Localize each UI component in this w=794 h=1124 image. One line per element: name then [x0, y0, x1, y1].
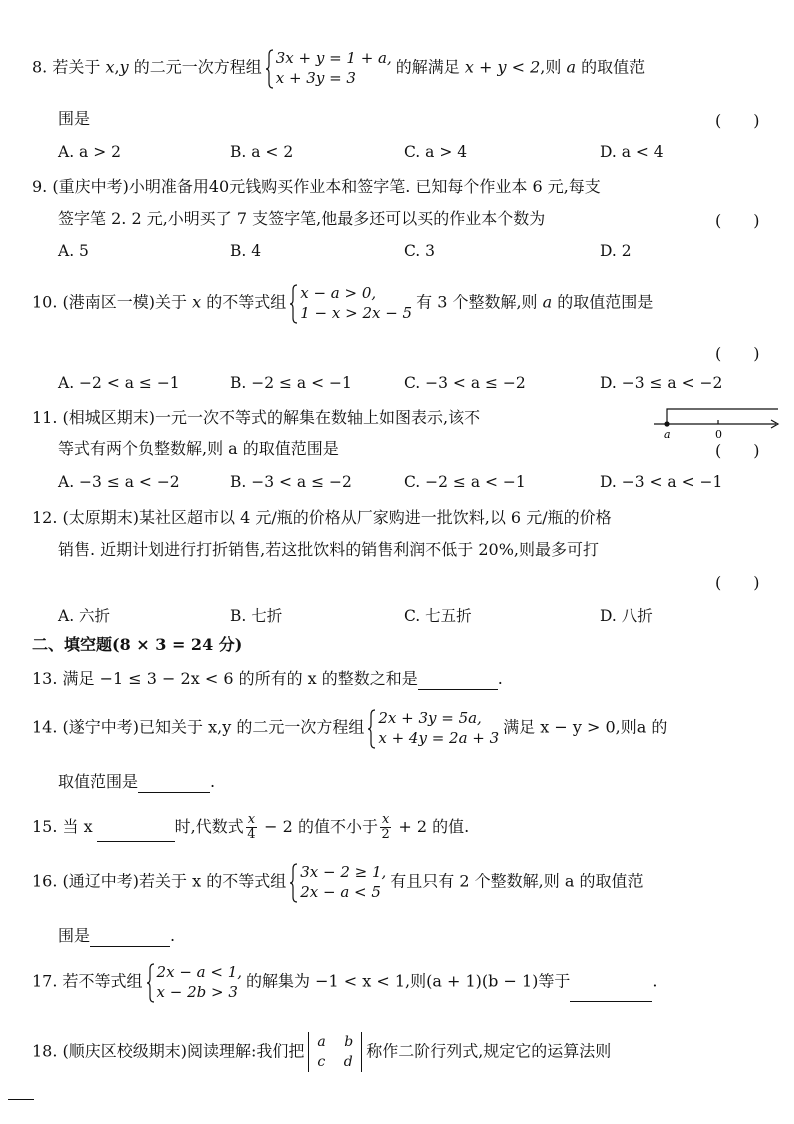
q12-line2: 销售. 近期计划进行打折销售,若这批饮料的销售利润不低于 20%,则最多可打: [58, 540, 599, 559]
q17-answer-blank[interactable]: [570, 985, 652, 1002]
q16-inequality-system: 3x − 2 ≥ 1, 2x − a < 5: [290, 862, 386, 902]
q15-line: 15. 当 x 时,代数式 $\frac{x}{4}$ − 2 的值不小于 $\frac{x}{2}$ + 2 的值.: [32, 812, 470, 842]
q14-answer-blank[interactable]: [138, 776, 210, 793]
q12-option-c[interactable]: C. 七五折: [404, 607, 472, 625]
q10-answer-paren: ( ): [715, 344, 760, 363]
q12-option-b[interactable]: B. 七折: [230, 607, 283, 625]
q15-fraction-x-over-2: $\frac{x}{2}$: [381, 812, 390, 842]
q13-answer-blank[interactable]: [418, 673, 498, 690]
q16-line1: 16. (通辽中考)若关于 x 的不等式组 3x − 2 ≥ 1, 2x − a < 5 有且只有 2 个整数解,则 a 的取值范: [32, 863, 644, 901]
q15-answer-blank[interactable]: [97, 825, 175, 842]
q9-line2: 签字笔 2. 2 元,小明买了 7 支签字笔,他最多还可以买的作业本个数为: [58, 209, 546, 228]
q8-line1: 8. 若关于 x,y 的二元一次方程组 3x + y = 1 + a, x + 3y = 3 的解满足 x + y < 2,则 a 的取值范: [32, 49, 646, 87]
q12-option-a[interactable]: A. 六折: [58, 607, 111, 625]
q11-option-b[interactable]: B. −3 < a ≤ −2: [230, 473, 352, 491]
q16-answer-blank[interactable]: [90, 930, 170, 947]
q8-equation-system: 3x + y = 1 + a, x + 3y = 3: [266, 48, 392, 88]
q16-line2: 围是 .: [58, 926, 176, 945]
q12-line1: 12. (太原期末)某社区超市以 4 元/瓶的价格从厂家购进一批饮料,以 6 元/瓶的价格: [32, 508, 612, 527]
q8-option-a[interactable]: A. a > 2: [58, 143, 121, 161]
q11-option-c[interactable]: C. −2 ≤ a < −1: [404, 473, 526, 491]
q9-option-d[interactable]: D. 2: [600, 242, 632, 260]
q17-line: 17. 若不等式组 2x − a < 1, x − 2b > 3 的解集为 −1 < x < 1,则(a + 1)(b − 1)等于 .: [32, 963, 658, 1001]
q9-option-a[interactable]: A. 5: [58, 242, 89, 260]
q18-determinant: a b c d: [308, 1032, 362, 1072]
q8-option-c[interactable]: C. a > 4: [404, 143, 468, 161]
q10-option-d[interactable]: D. −3 ≤ a < −2: [600, 374, 723, 392]
q8-option-b[interactable]: B. a < 2: [230, 143, 294, 161]
page-footer-rule: [8, 1099, 34, 1100]
q11-option-d[interactable]: D. −3 < a < −1: [600, 473, 723, 491]
q8-option-d[interactable]: D. a < 4: [600, 143, 664, 161]
q9-option-c[interactable]: C. 3: [404, 242, 436, 260]
q11-option-a[interactable]: A. −3 ≤ a < −2: [58, 473, 180, 491]
q17-inequality-system: 2x − a < 1, x − 2b > 3: [147, 962, 242, 1002]
q13-line: 13. 满足 −1 ≤ 3 − 2x < 6 的所有的 x 的整数之和是 .: [32, 669, 503, 688]
q8-answer-paren: ( ): [715, 111, 760, 130]
q11-line2: 等式有两个负整数解,则 a 的取值范围是: [58, 439, 339, 458]
q14-equation-system: 2x + 3y = 5a, x + 4y = 2a + 3: [368, 708, 499, 748]
q10-line1: 10. (港南区一模)关于 x 的不等式组 x − a > 0, 1 − x > 2x − 5 有 3 个整数解,则 a 的取值范围是: [32, 284, 654, 322]
number-line-figure: [650, 402, 782, 442]
q10-option-c[interactable]: C. −3 < a ≤ −2: [404, 374, 526, 392]
q8-line2: 围是: [58, 109, 91, 128]
section-heading-fill-in: 二、填空题(8 × 3 = 24 分): [32, 635, 243, 654]
q10-option-b[interactable]: B. −2 ≤ a < −1: [230, 374, 352, 392]
q14-line1: 14. (遂宁中考)已知关于 x,y 的二元一次方程组 2x + 3y = 5a, x + 4y = 2a + 3 满足 x − y > 0,则a 的: [32, 709, 668, 747]
number-line-label-a: a: [664, 428, 671, 441]
q12-option-d[interactable]: D. 八折: [600, 607, 653, 625]
q15-fraction-x-over-4: $\frac{x}{4}$: [247, 812, 256, 842]
q14-line2: 取值范围是 .: [58, 772, 216, 791]
q9-line1: 9. (重庆中考)小明准备用40元钱购买作业本和签字笔. 已知每个作业本 6 元,每支: [32, 177, 601, 196]
q11-line1: 11. (相城区期末)一元一次不等式的解集在数轴上如图表示,该不: [32, 408, 481, 427]
q12-answer-paren: ( ): [715, 573, 760, 592]
q10-option-a[interactable]: A. −2 < a ≤ −1: [58, 374, 180, 392]
q9-option-b[interactable]: B. 4: [230, 242, 262, 260]
number-line-label-0: 0: [715, 428, 722, 441]
q9-answer-paren: ( ): [715, 211, 760, 230]
q10-inequality-system: x − a > 0, 1 − x > 2x − 5: [290, 283, 412, 323]
q18-line: 18. (顺庆区校级期末)阅读理解:我们把 a b c d 称作二阶行列式,规定它的运算法则: [32, 1034, 612, 1070]
q11-answer-paren: ( ): [715, 441, 760, 460]
